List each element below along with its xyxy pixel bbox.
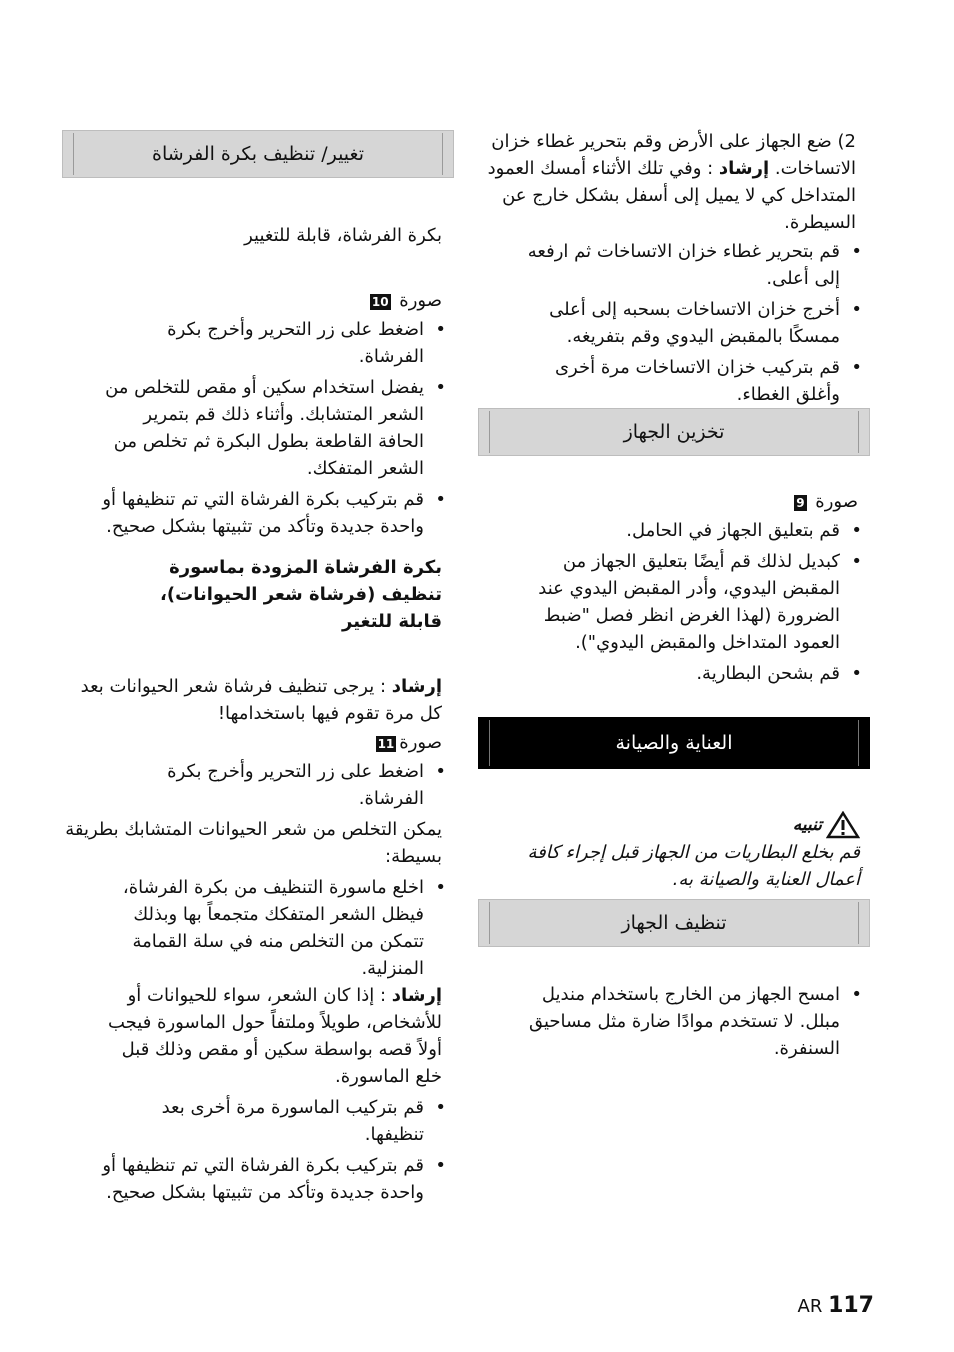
list-item: • قم بشحن البطارية. — [478, 660, 870, 687]
hint-text: : إذا كان الشعر، سواء للحيوانات أو للأشخاص، طويلاً وملتفاً حول الماسورة فيجب أولاً قصه بواسطة سكين أو مقص وذلك قبل خلع الماسورة. — [108, 985, 442, 1087]
list-item: • قم بتعليق الجهاز في الحامل. — [478, 517, 870, 544]
hint-text: : يرجى تنظيف فرشاة شعر الحيوانات بعد كل مرة تقوم فيها باستخدامها! — [80, 676, 442, 724]
figure-number-badge: 9 — [796, 496, 805, 510]
page-number-value: 117 — [828, 1293, 874, 1318]
hint-label: إرشاد — [391, 676, 442, 697]
list-item: • قم بتركيب بكرة الفرشاة التي تم تنظيفها أو واحدة جديدة وتأكد من تثبيتها بشكل صحيح. — [62, 1152, 454, 1206]
warning-triangle-icon — [826, 811, 860, 839]
dirt-container-steps — [478, 238, 870, 408]
remove-tube-steps — [62, 874, 454, 982]
subheading-replaceable-roller: بكرة الفرشاة، قابلة للتغيير — [244, 225, 442, 246]
list-item: • قم بتركيب خزان الاتساخات مرة أخرى وأغلق الغطاء. — [478, 354, 870, 408]
language-code: AR — [797, 1296, 823, 1317]
hint-paragraph — [62, 673, 454, 727]
heading-text: تغيير/ تنظيف بكرة الفرشاة — [152, 142, 364, 165]
heading-text: تنظيف الجهاز — [621, 911, 727, 934]
intro-line-a: 2) ضع الجهاز على الأرض وقم بتحرير غطاء خزان الاتساخات. — [491, 131, 856, 179]
figure-ref — [62, 287, 454, 314]
warning-text: قم بخلع البطاريات من الجهاز قبل إجراء كافة أعمال العناية والصيانة به. — [527, 842, 860, 890]
heading-text: تخزين الجهاز — [623, 420, 725, 443]
figure-label: صورة — [399, 732, 442, 753]
list-item: • أخرج خزان الاتساخات بسحبه إلى أعلى ممسكًا بالمقبض اليدوي وقم بتفريغه. — [478, 296, 870, 350]
list-item: • اخلع ماسورة التنظيف من بكرة الفرشاة، فيظل الشعر المتفكك متجمعاً بها وبذلك تتمكن من التخلص منه في سلة القمامة المنزلية. — [62, 874, 454, 982]
warning-block — [478, 811, 870, 893]
left-column — [62, 128, 454, 1206]
list-item: • قم بتحرير غطاء خزان الاتساخات ثم ارفعه إلى أعلى. — [478, 238, 870, 292]
list-item: • يفضل استخدام سكين أو مقص للتخلص من الشعر المتشابك. وأثناء ذلك قم بتمرير الحافة القاطعة بطول البكرة ثم تخلص من الشعر المتفكك. — [62, 374, 454, 482]
warning-title — [478, 811, 860, 839]
storage-steps — [478, 517, 870, 687]
intro-paragraph — [478, 128, 870, 236]
warning-title-text: تنبيه — [792, 814, 822, 835]
figure-number-badge: 10 — [371, 295, 389, 309]
section-heading-cleaning — [478, 899, 870, 947]
pet-roller-steps — [62, 758, 454, 812]
figure-label: صورة — [399, 290, 442, 311]
list-item: • قم بتركيب بكرة الفرشاة التي تم تنظيفها أو واحدة جديدة وتأكد من تثبيتها بشكل صحيح. — [62, 486, 454, 540]
hint-label: إرشاد — [391, 985, 442, 1006]
reassemble-steps — [62, 1094, 454, 1206]
figure-number-badge: 11 — [377, 737, 395, 751]
list-item: • امسح الجهاز من الخارج باستخدام منديل مبلل. لا تستخدم موادًا ضارة مثل مساحيق السنفرة. — [478, 981, 870, 1062]
figure-ref — [478, 488, 870, 515]
hint-label: إرشاد — [718, 158, 770, 179]
heading-text: العناية والصيانة — [615, 731, 733, 754]
list-item: • اضغط على زر التحرير وأخرج بكرة الفرشاة. — [62, 758, 454, 812]
intro-line-b: : وفي تلك الأثناء أمسك العمود المتداخل كي لا يميل إلى أسفل بشكل خارج عن السيطرة. — [487, 158, 856, 233]
cleaning-steps — [478, 981, 870, 1062]
page-number — [798, 1292, 875, 1320]
section-heading-care — [478, 717, 870, 769]
remove-hair-paragraph: يمكن التخلص من شعر الحيوانات المتشابك بطريقة بسيطة: — [65, 819, 442, 867]
roller-steps — [62, 316, 454, 540]
list-item: • اضغط على زر التحرير وأخرج بكرة الفرشاة. — [62, 316, 454, 370]
right-column — [478, 128, 870, 1062]
section-heading-brush-roller — [62, 130, 454, 178]
section-heading-storage — [478, 408, 870, 456]
figure-ref — [62, 729, 454, 756]
list-item: • كبديل لذلك قم أيضًا بتعليق الجهاز من المقبض اليدوي، وأدر المقبض اليدوي عند الضرورة (لهذا الغرض انظر فصل "ضبط العمود المتداخل والمقبض اليدوي"). — [478, 548, 870, 656]
subheading-pet-hair-roller: بكرة الفرشاة المزودة بماسورة تنظيف (فرشاة شعر الحيوانات)، قابلة للتغير — [160, 557, 442, 632]
list-item: • قم بتركيب الماسورة مرة أخرى بعد تنظيفها. — [62, 1094, 454, 1148]
hint-paragraph-2 — [62, 982, 454, 1090]
figure-label: صورة — [815, 491, 858, 512]
